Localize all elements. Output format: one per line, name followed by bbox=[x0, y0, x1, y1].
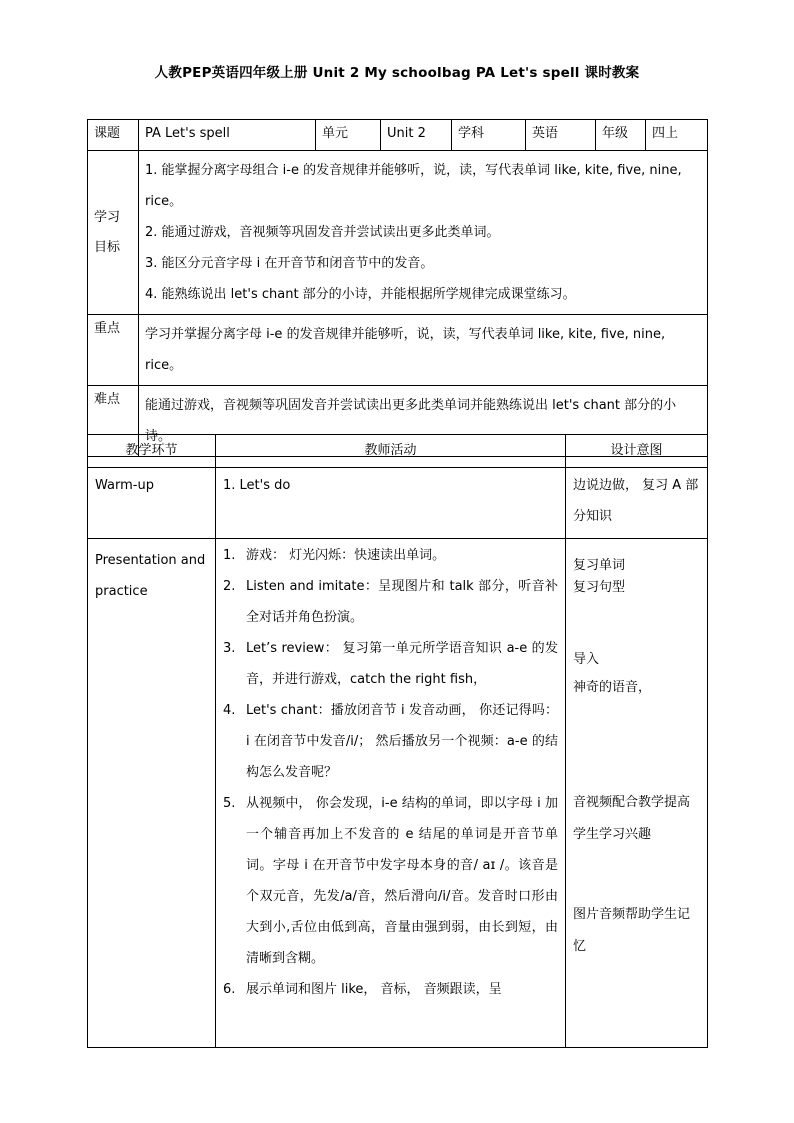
activity-list bbox=[223, 540, 558, 1005]
intent-item: 图片音频帮助学生记忆 bbox=[573, 907, 691, 954]
lesson-info-table bbox=[87, 119, 708, 457]
difficulties-text: 能通过游戏，音视频等巩固发音并尝试读出更多此类单词并能熟练说出 let's chant 部分的小诗。 bbox=[139, 386, 708, 457]
objectives-label-line1: 学习 bbox=[94, 209, 121, 225]
header-activity: 教师活动 bbox=[216, 435, 566, 468]
activity-item: 4. Let's chant：播放闭音节 i 发音动画， 你还记得吗： i 在闭音节中发音/i/； 然后播放另一个视频：a-e 的结构怎么发音呢？ bbox=[223, 703, 558, 780]
topic-label: 课题 bbox=[88, 120, 139, 151]
subject-value: 英语 bbox=[526, 120, 596, 151]
unit-label: 单元 bbox=[316, 120, 381, 151]
topic-value: PA Let's spell bbox=[139, 120, 316, 151]
activity-item: 6. 展示单词和图片 like， 音标， 音频跟读，呈 bbox=[223, 982, 502, 997]
intent-item: 音视频配合教学提高学生学习兴趣 bbox=[573, 795, 691, 842]
intent-item: 导入 bbox=[573, 652, 600, 667]
presentation-intents bbox=[566, 539, 708, 1048]
grade-value: 四上 bbox=[646, 120, 708, 151]
warmup-intent: 边说边做， 复习 A 部分知识 bbox=[566, 468, 708, 539]
intent-item: 复习单词 bbox=[573, 558, 626, 573]
objectives-content bbox=[139, 151, 708, 315]
activity-item: 3. Let’s review： 复习第一单元所学语音知识 a-e 的发音，并进行游戏，catch the right fish， bbox=[223, 641, 558, 687]
header-stage: 教学环节 bbox=[88, 435, 216, 468]
difficulties-label: 难点 bbox=[88, 386, 139, 457]
presentation-activities bbox=[216, 539, 566, 1048]
intent-item: 复习句型 bbox=[573, 580, 626, 595]
header-intent: 设计意图 bbox=[566, 435, 708, 468]
intent-item: 神奇的语音， bbox=[573, 680, 652, 695]
key-points-label: 重点 bbox=[88, 315, 139, 386]
subject-label: 学科 bbox=[452, 120, 526, 151]
warmup-stage: Warm-up bbox=[88, 468, 216, 539]
objectives-label bbox=[88, 151, 139, 315]
unit-value: Unit 2 bbox=[381, 120, 452, 151]
document-title: 人教PEP英语四年级上册 Unit 2 My schoolbag PA Let's spell 课时教案 bbox=[154, 65, 640, 81]
objectives-label-line2: 目标 bbox=[94, 239, 121, 255]
grade-label: 年级 bbox=[596, 120, 646, 151]
warmup-activity: 1. Let's do bbox=[216, 468, 566, 539]
objective-item: 1. 能掌握分离字母组合 i-e 的发音规律并能够听，说，读，写代表单词 like, kite, five, nine, rice。 bbox=[145, 163, 682, 209]
teaching-process-table bbox=[87, 434, 708, 1048]
objective-item: 2. 能通过游戏，音视频等巩固发音并尝试读出更多此类单词。 bbox=[145, 225, 500, 240]
activity-item: 5. 从视频中， 你会发现，i-e 结构的单词，即以字母 i 加一个辅音再加上不发音的 e 结尾的单词是开音节单词。字母 i 在开音节中发字母本身的音/ aɪ /。该音是个双元音，先发/a/音，然后滑向/i/音。发音时口形由大到小,舌位由低到高，音量由强到弱，由长到短，由清晰到含糊。 bbox=[223, 796, 558, 966]
key-points-text: 学习并掌握分离字母 i-e 的发音规律并能够听，说，读，写代表单词 like, kite, five, nine, rice。 bbox=[139, 315, 708, 386]
activity-item: 2. Listen and imitate：呈现图片和 talk 部分，听音补全对话并角色扮演。 bbox=[223, 579, 558, 625]
activity-item: 1. 游戏： 灯光闪烁：快速读出单词。 bbox=[223, 548, 446, 563]
objective-item: 4. 能熟练说出 let's chant 部分的小诗，并能根据所学规律完成课堂练习。 bbox=[145, 287, 576, 302]
presentation-stage: Presentation and practice bbox=[88, 539, 216, 1048]
objective-item: 3. 能区分元音字母 i 在开音节和闭音节中的发音。 bbox=[145, 256, 434, 271]
